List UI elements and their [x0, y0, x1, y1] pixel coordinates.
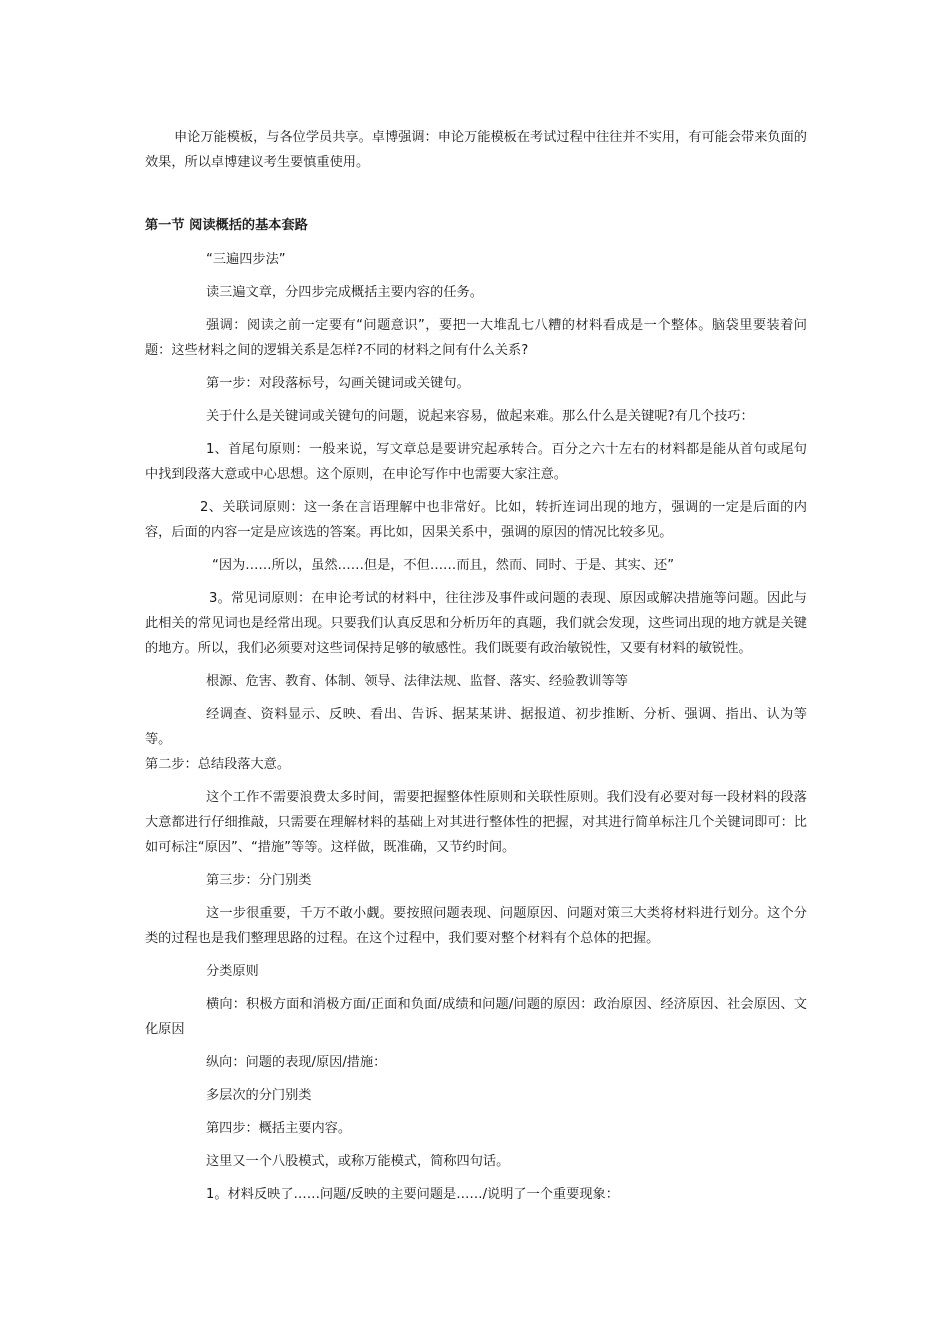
- paragraph: 1。材料反映了……问题/反映的主要问题是……/说明了一个重要现象：: [206, 1187, 619, 1202]
- paragraph: 第一步：对段落标号，勾画关键词或关键句。: [206, 376, 470, 391]
- paragraph: 经调查、资料显示、反映、看出、告诉、据某某讲、据报道、初步推断、分析、强调、指出、认为等等。: [145, 707, 807, 747]
- paragraph: 这一步很重要，千万不敢小觑。要按照问题表现、问题原因、问题对策三大类将材料进行划分。这个分类的过程也是我们整理思路的过程。在这个过程中，我们要对整个材料有个总体的把握。: [145, 906, 807, 946]
- section-title: 第一节 阅读概括的基本套路: [145, 218, 308, 233]
- paragraph: 关于什么是关键词或关键句的问题，说起来容易，做起来难。那么什么是关键呢?有几个技巧：: [206, 409, 754, 424]
- paragraph: “三遍四步法”: [206, 252, 286, 267]
- paragraph: 第三步：分门别类: [206, 873, 312, 888]
- paragraph: 横向：积极方面和消极方面/正面和负面/成绩和问题/问题的原因：政治原因、经济原因、社会原因、文化原因: [145, 997, 807, 1037]
- paragraph: 3。常见词原则：在申论考试的材料中，往往涉及事件或问题的表现、原因或解决措施等问题。因此与此相关的常见词也是经常出现。只要我们认真反思和分析历年的真题，我们就会发现，这些词出现的地方就是关键的地方。所以，我们必须要对这些词保持足够的敏感性。我们既要有政治敏锐性，又要有材料的敏锐性。: [145, 591, 807, 656]
- paragraph: 这个工作不需要浪费太多时间，需要把握整体性原则和关联性原则。我们没有必要对每一段材料的段落大意都进行仔细推敲，只需要在理解材料的基础上对其进行整体性的把握，对其进行简单标注几个关键词即可：比如可标注“原因”、“措施”等等。这样做，既准确，又节约时间。: [145, 790, 807, 855]
- paragraph: 分类原则: [206, 964, 259, 979]
- paragraph: 这里又一个八股模式，或称万能模式，简称四句话。: [206, 1154, 510, 1169]
- document-body: [145, 125, 807, 1207]
- paragraph: 纵向：问题的表现/原因/措施：: [206, 1055, 387, 1070]
- paragraph: 2、关联词原则：这一条在言语理解中也非常好。比如，转折连词出现的地方，强调的一定是后面的内容，后面的内容一定是应该选的答案。再比如，因果关系中，强调的原因的情况比较多见。: [145, 500, 807, 540]
- paragraph: 读三遍文章，分四步完成概括主要内容的任务。: [206, 285, 483, 300]
- paragraph: 强调：阅读之前一定要有“问题意识”，要把一大堆乱七八糟的材料看成是一个整体。脑袋里要装着问题：这些材料之间的逻辑关系是怎样?不同的材料之间有什么关系?: [145, 318, 807, 358]
- paragraph: 第四步：概括主要内容。: [206, 1121, 352, 1136]
- paragraph: 多层次的分门别类: [206, 1088, 312, 1103]
- paragraph: “因为……所以，虽然……但是，不但……而且，然而、同时、于是、其实、还”: [212, 558, 675, 573]
- paragraph: 第二步：总结段落大意。: [145, 757, 291, 772]
- paragraph: 根源、危害、教育、体制、领导、法律法规、监督、落实、经验教训等等: [206, 674, 628, 689]
- intro-paragraph: 申论万能模板，与各位学员共享。卓博强调：申论万能模板在考试过程中往往并不实用，有可能会带来负面的效果，所以卓博建议考生要慎重使用。: [145, 130, 807, 170]
- paragraph: 1、首尾句原则：一般来说，写文章总是要讲究起承转合。百分之六十左右的材料都是能从首句或尾句中找到段落大意或中心思想。这个原则，在申论写作中也需要大家注意。: [145, 442, 807, 482]
